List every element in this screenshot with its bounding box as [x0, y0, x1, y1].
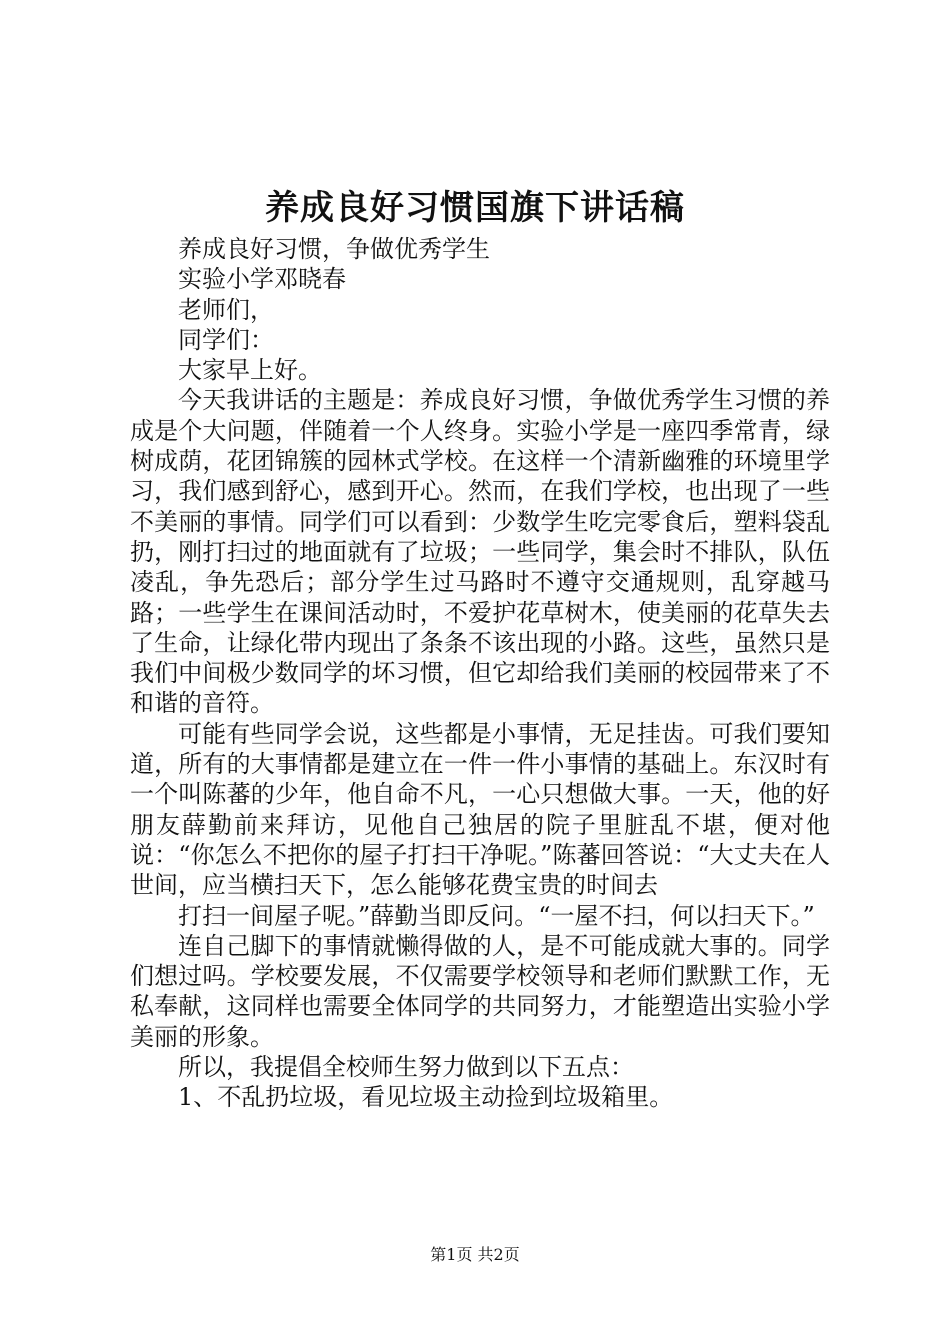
document-title: 养成良好习惯国旗下讲话稿: [265, 188, 685, 228]
paragraph-subtitle: 养成良好习惯，争做优秀学生: [178, 235, 490, 263]
page-footer: 第1页 共2页: [430, 1245, 520, 1264]
paragraph-body: 连自己脚下的事情就懒得做的人，是不可能成就大事的。同学们想过吗。学校要发展，不仅需要学校领导和老师们默默工作，无私奉献，这同样也需要全体同学的共同努力，才能塑造出实验小学美丽的形象。: [130, 931, 830, 1051]
paragraph-body: 今天我讲话的主题是：养成良好习惯，争做优秀学生习惯的养成是个大问题，伴随着一个人终身。实验小学是一座四季常青，绿树成荫，花团锦簇的园林式学校。在这样一个清新幽雅的环境里学习，我们感到舒心，感到开心。然而，在我们学校，也出现了一些不美丽的事情。同学们可以看到：少数学生吃完零食后，塑料袋乱扔，刚打扫过的地面就有了垃圾；一些同学，集会时不排队，队伍凌乱，争先恐后；部分学生过马路时不遵守交通规则，乱穿越马路；一些学生在课间活动时，不爱护花草树木，使美丽的花草失去了生命，让绿化带内现出了条条不该出现的小路。这些，虽然只是我们中间极少数同学的坏习惯，但它却给我们美丽的校园带来了不和谐的音符。: [130, 386, 830, 718]
paragraph-greeting-teachers: 老师们，: [178, 295, 274, 324]
paragraph-body: 打扫一间屋子呢。”薛勤当即反问。“一屋不扫，何以扫天下。”: [178, 901, 815, 930]
paragraph-body: 所以，我提倡全校师生努力做到以下五点：: [178, 1053, 634, 1082]
document-body: [130, 234, 830, 1113]
paragraph-greeting-students: 同学们：: [178, 325, 274, 354]
paragraph-author: 实验小学邓晓春: [178, 265, 346, 294]
paragraph-body: 可能有些同学会说，这些都是小事情，无足挂齿。可我们要知道，所有的大事情都是建立在一件一件小事情的基础上。东汉时有一个叫陈蕃的少年，他自命不凡，一心只想做大事。一天，他的好朋友薛勤前来拜访，见他自己独居的院子里脏乱不堪，便对他说：“你怎么不把你的屋子打扫干净呢。”陈蕃回答说：“大丈夫在人世间，应当横扫天下，怎么能够花费宝贵的时间去: [130, 719, 830, 900]
paragraph-list-item: 1、不乱扔垃圾，看见垃圾主动捡到垃圾箱里。: [178, 1083, 674, 1112]
paragraph-good-morning: 大家早上好。: [178, 356, 322, 385]
